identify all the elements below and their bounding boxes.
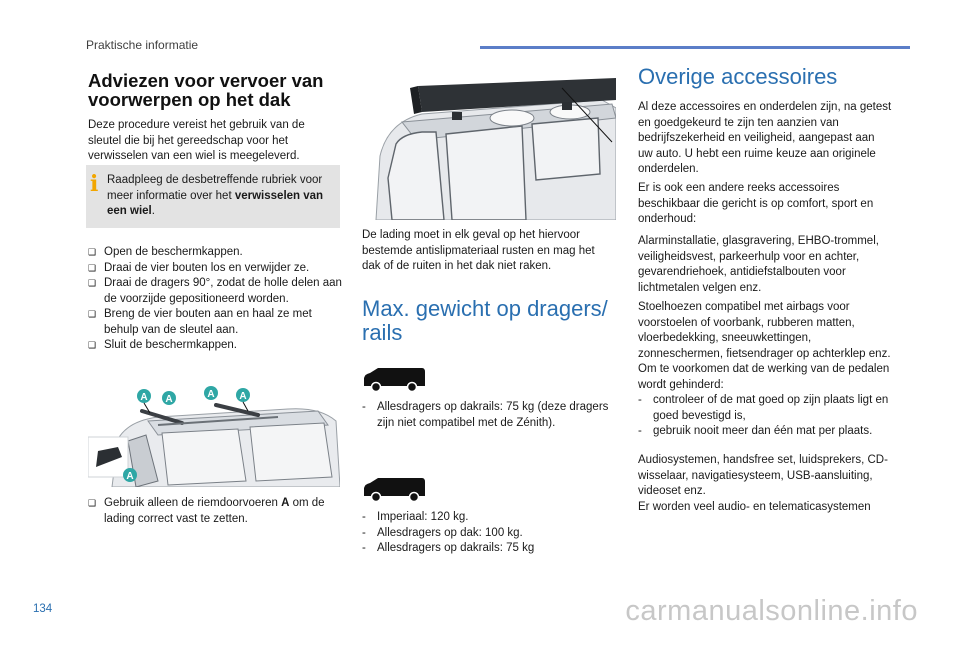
load-caption: De lading moet in elk geval op het hiervoor bestemde antislipmateriaal rusten en mag het dak of de ruiten in het dak niet raken. bbox=[362, 229, 595, 272]
long-van-weights bbox=[362, 510, 618, 557]
page-number: 134 bbox=[33, 603, 53, 615]
accessories-heading: Overige accessoires bbox=[638, 64, 838, 89]
checkbox-marker-icon: ❑ bbox=[88, 247, 97, 257]
watermark: carmanualsonline.info bbox=[625, 595, 918, 627]
section-title: Praktische informatie bbox=[86, 38, 199, 52]
short-van-icon bbox=[362, 366, 426, 392]
roof-transport-heading: Adviezen voor vervoer van voorwerpen op het dak bbox=[88, 70, 324, 110]
step-item: ❑ Sluit de beschermkappen. bbox=[88, 338, 344, 354]
step-item: ❑ Breng de vier bouten aan en haal ze met behulp van de sleutel aan. bbox=[88, 308, 312, 336]
svg-text:A: A bbox=[239, 391, 247, 402]
roof-bars-illustration bbox=[88, 381, 340, 487]
header-accent-bar bbox=[480, 46, 910, 49]
short-van-weights bbox=[362, 400, 618, 431]
strap-note bbox=[88, 496, 344, 527]
checkbox-marker-icon: ❑ bbox=[88, 309, 97, 319]
step-item: ❑ Draai de dragers 90°, zodat de holle delen aan de voorzijde gepositioneerd worden. bbox=[88, 277, 342, 305]
pedal-warning-text: Om te voorkomen dat de werking van de pedalen wordt gehinderd: bbox=[638, 363, 890, 391]
pedal-warning-list bbox=[638, 393, 892, 440]
accessories-paragraph bbox=[638, 453, 892, 515]
svg-text:A: A bbox=[165, 394, 173, 405]
checkbox-marker-icon: ❑ bbox=[88, 498, 97, 508]
step-item: ❑ Open de beschermkappen. bbox=[88, 245, 344, 261]
step-item: ❑ Gebruik alleen de riemdoorvoeren A om de lading correct vast te zetten. bbox=[88, 497, 325, 525]
procedure-steps bbox=[88, 245, 344, 354]
step-item: ❑ Draai de vier bouten los en verwijder ze. bbox=[88, 261, 344, 277]
accessories-paragraph: Al deze accessoires en onderdelen zijn, na getest en goedgekeurd te zijn ten aanzien van bedrijfszekerheid en veiligheid, aangepast aan uw auto. U hebt een ruime keuze aan originele onderdelen. bbox=[638, 101, 892, 175]
accessories-paragraph: Alarminstallatie, glasgravering, EHBO-trommel, veiligheidsvest, parkeerhulp voor en achter, gevarendriehoek, antidiefstalbouten voor lichtmetalen velgen enz. bbox=[638, 235, 879, 294]
list-item: - controleer of de mat goed op zijn plaats ligt en goed bevestigd is, bbox=[638, 394, 889, 422]
info-link-text: verwisselen van een wiel bbox=[107, 189, 324, 217]
svg-text:A: A bbox=[140, 392, 148, 403]
roof-load-illustration bbox=[362, 78, 616, 220]
roof-transport-intro: Deze procedure vereist het gebruik van de sleutel die bij het gereedschap voor het verwisselen van een wiel is meegeleverd. bbox=[88, 119, 305, 162]
checkbox-marker-icon: ❑ bbox=[88, 262, 97, 273]
checkbox-marker-icon: ❑ bbox=[88, 340, 97, 350]
svg-text:A: A bbox=[207, 389, 215, 400]
accessories-paragraph bbox=[638, 300, 892, 440]
list-item: - Imperiaal: 120 kg. bbox=[362, 511, 469, 523]
long-van-icon bbox=[362, 476, 426, 502]
list-item: - Allesdragers op dak: 100 kg. bbox=[362, 526, 523, 539]
list-item: - Allesdragers op dakrails: 75 kg (deze dragers zijn niet compatibel met de Zénith). bbox=[362, 401, 609, 429]
telematics-text: Er worden veel audio- en telematicasystemen bbox=[638, 500, 871, 513]
list-item: - gebruik nooit meer dan één mat per plaats. bbox=[638, 425, 873, 437]
list-item: - Allesdragers op dakrails: 75 kg bbox=[362, 542, 535, 554]
seat-covers-text: Stoelhoezen compatibel met airbags voor voorstoelen of voorbank, rubberen matten, vloerbedekking, sneeuwkettingen, zonneschermen, fietsendrager op achterklep enz. bbox=[638, 301, 891, 360]
audio-systems-text: Audiosystemen, handsfree set, luidsprekers, CD-wisselaar, navigatiesysteem, USB-aansluiting, videoset enz. bbox=[638, 454, 888, 497]
accessories-paragraph: Er is ook een andere reeks accessoires beschikbaar die gericht is op comfort, sport en onderhoud: bbox=[638, 182, 874, 225]
info-text: Raadpleeg de desbetreffende rubriek voor meer informatie over het verwisselen van een wiel. bbox=[107, 174, 324, 217]
max-weight-heading: Max. gewicht op dragers/ rails bbox=[362, 296, 608, 345]
svg-text:A: A bbox=[126, 471, 134, 482]
checkbox-marker-icon: ❑ bbox=[88, 278, 97, 288]
info-icon: i bbox=[90, 171, 99, 197]
